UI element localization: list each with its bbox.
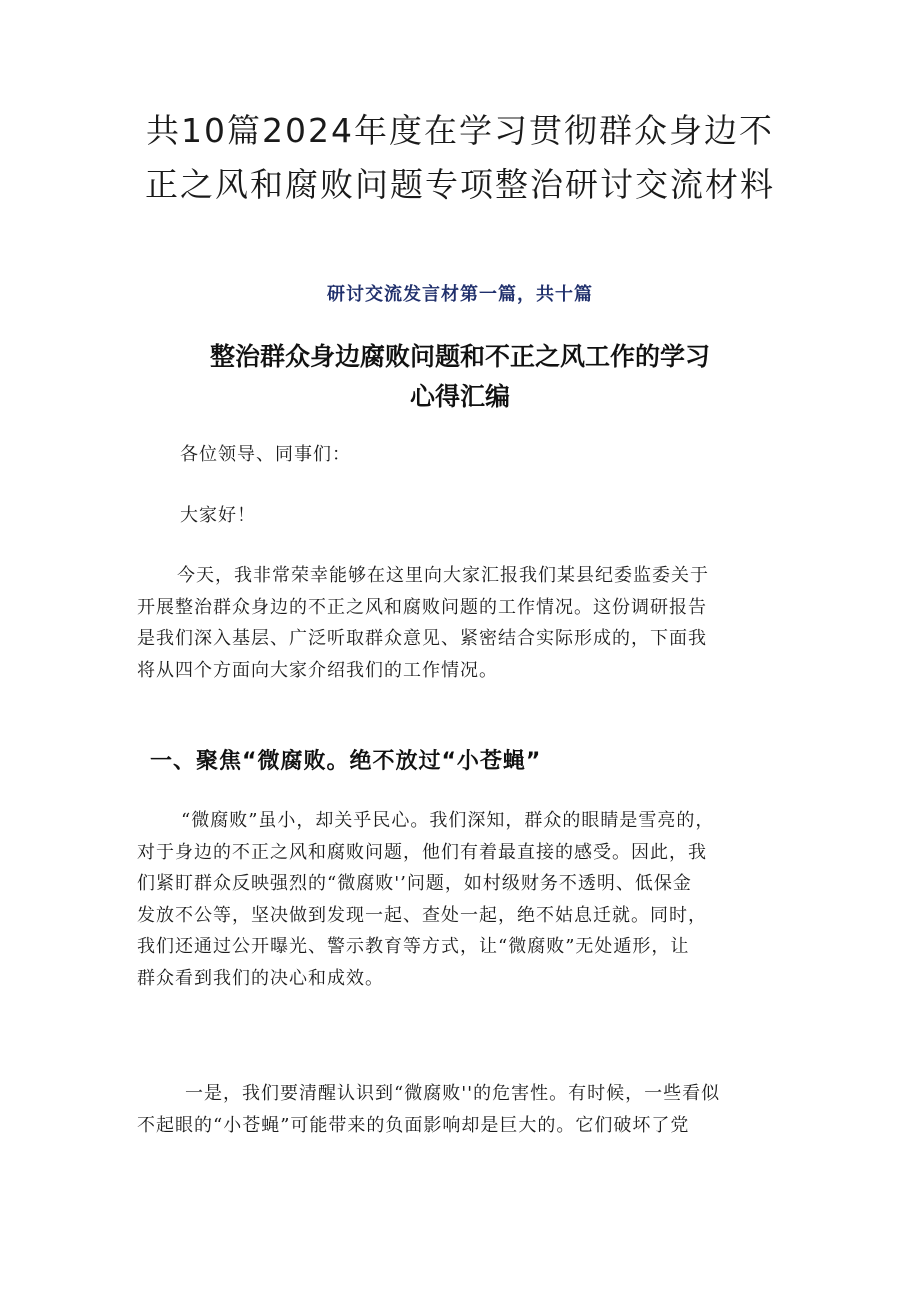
intro-paragraph (137, 560, 797, 686)
paragraph-line: 我们还通过公开曝光、警示教育等方式，让“微腐败”无处遁形，让 (137, 936, 690, 957)
paragraph-line: 发放不公等，坚决做到发现一起、查处一起，绝不姑息迁就。同时， (137, 904, 707, 926)
paragraph-line: 对于身边的不正之风和腐败问题，他们有着最直接的感受。因此，我 (137, 841, 707, 863)
paragraph-line: 将从四个方面向大家介绍我们的工作情况。 (137, 659, 498, 681)
paragraph-line: 群众看到我们的决心和成效。 (137, 967, 384, 989)
greeting: 大家好！ (180, 505, 256, 526)
point1-paragraph (137, 1078, 797, 1141)
section1-paragraph (137, 805, 797, 994)
paragraph-line: 是我们深入基层、广泛听取群众意见、紧密结合实际形成的，下面我 (137, 628, 707, 649)
paragraph-line: 今天，我非常荣幸能够在这里向大家汇报我们某县纪委监委关于 (177, 565, 709, 586)
paragraph-line: “微腐败”虽小，却关乎民心。我们深知，群众的眼睛是雪亮的， (181, 810, 715, 831)
document-subtitle: 研讨交流发言材第一篇，共十篇 (327, 284, 593, 305)
article-title-line-1: 整治群众身边腐败问题和不正之风工作的学习 (209, 342, 710, 371)
paragraph-line: 们紧盯群众反映强烈的“微腐败'’问题，如村级财务不透明、低保金 (137, 873, 692, 894)
document-title-line-1: 共10篇2024年度在学习贯彻群众身边不 (146, 111, 774, 150)
article-title-line-2: 心得汇编 (409, 382, 510, 411)
document-title-line-2: 正之风和腐败问题专项整治研讨交流材料 (145, 165, 775, 204)
salutation: 各位领导、同事们： (180, 444, 351, 465)
paragraph-line: 不起眼的“小苍蝇”可能带来的负面影响却是巨大的。它们破坏了党 (137, 1114, 690, 1136)
paragraph-line: 一是，我们要清醒认识到“微腐败''的危害性。有时候，一些看似 (185, 1083, 721, 1104)
section-heading: 一、聚焦“微腐败。绝不放过“小苍蝇” (150, 749, 542, 774)
paragraph-line: 开展整治群众身边的不正之风和腐败问题的工作情况。这份调研报告 (137, 596, 707, 618)
